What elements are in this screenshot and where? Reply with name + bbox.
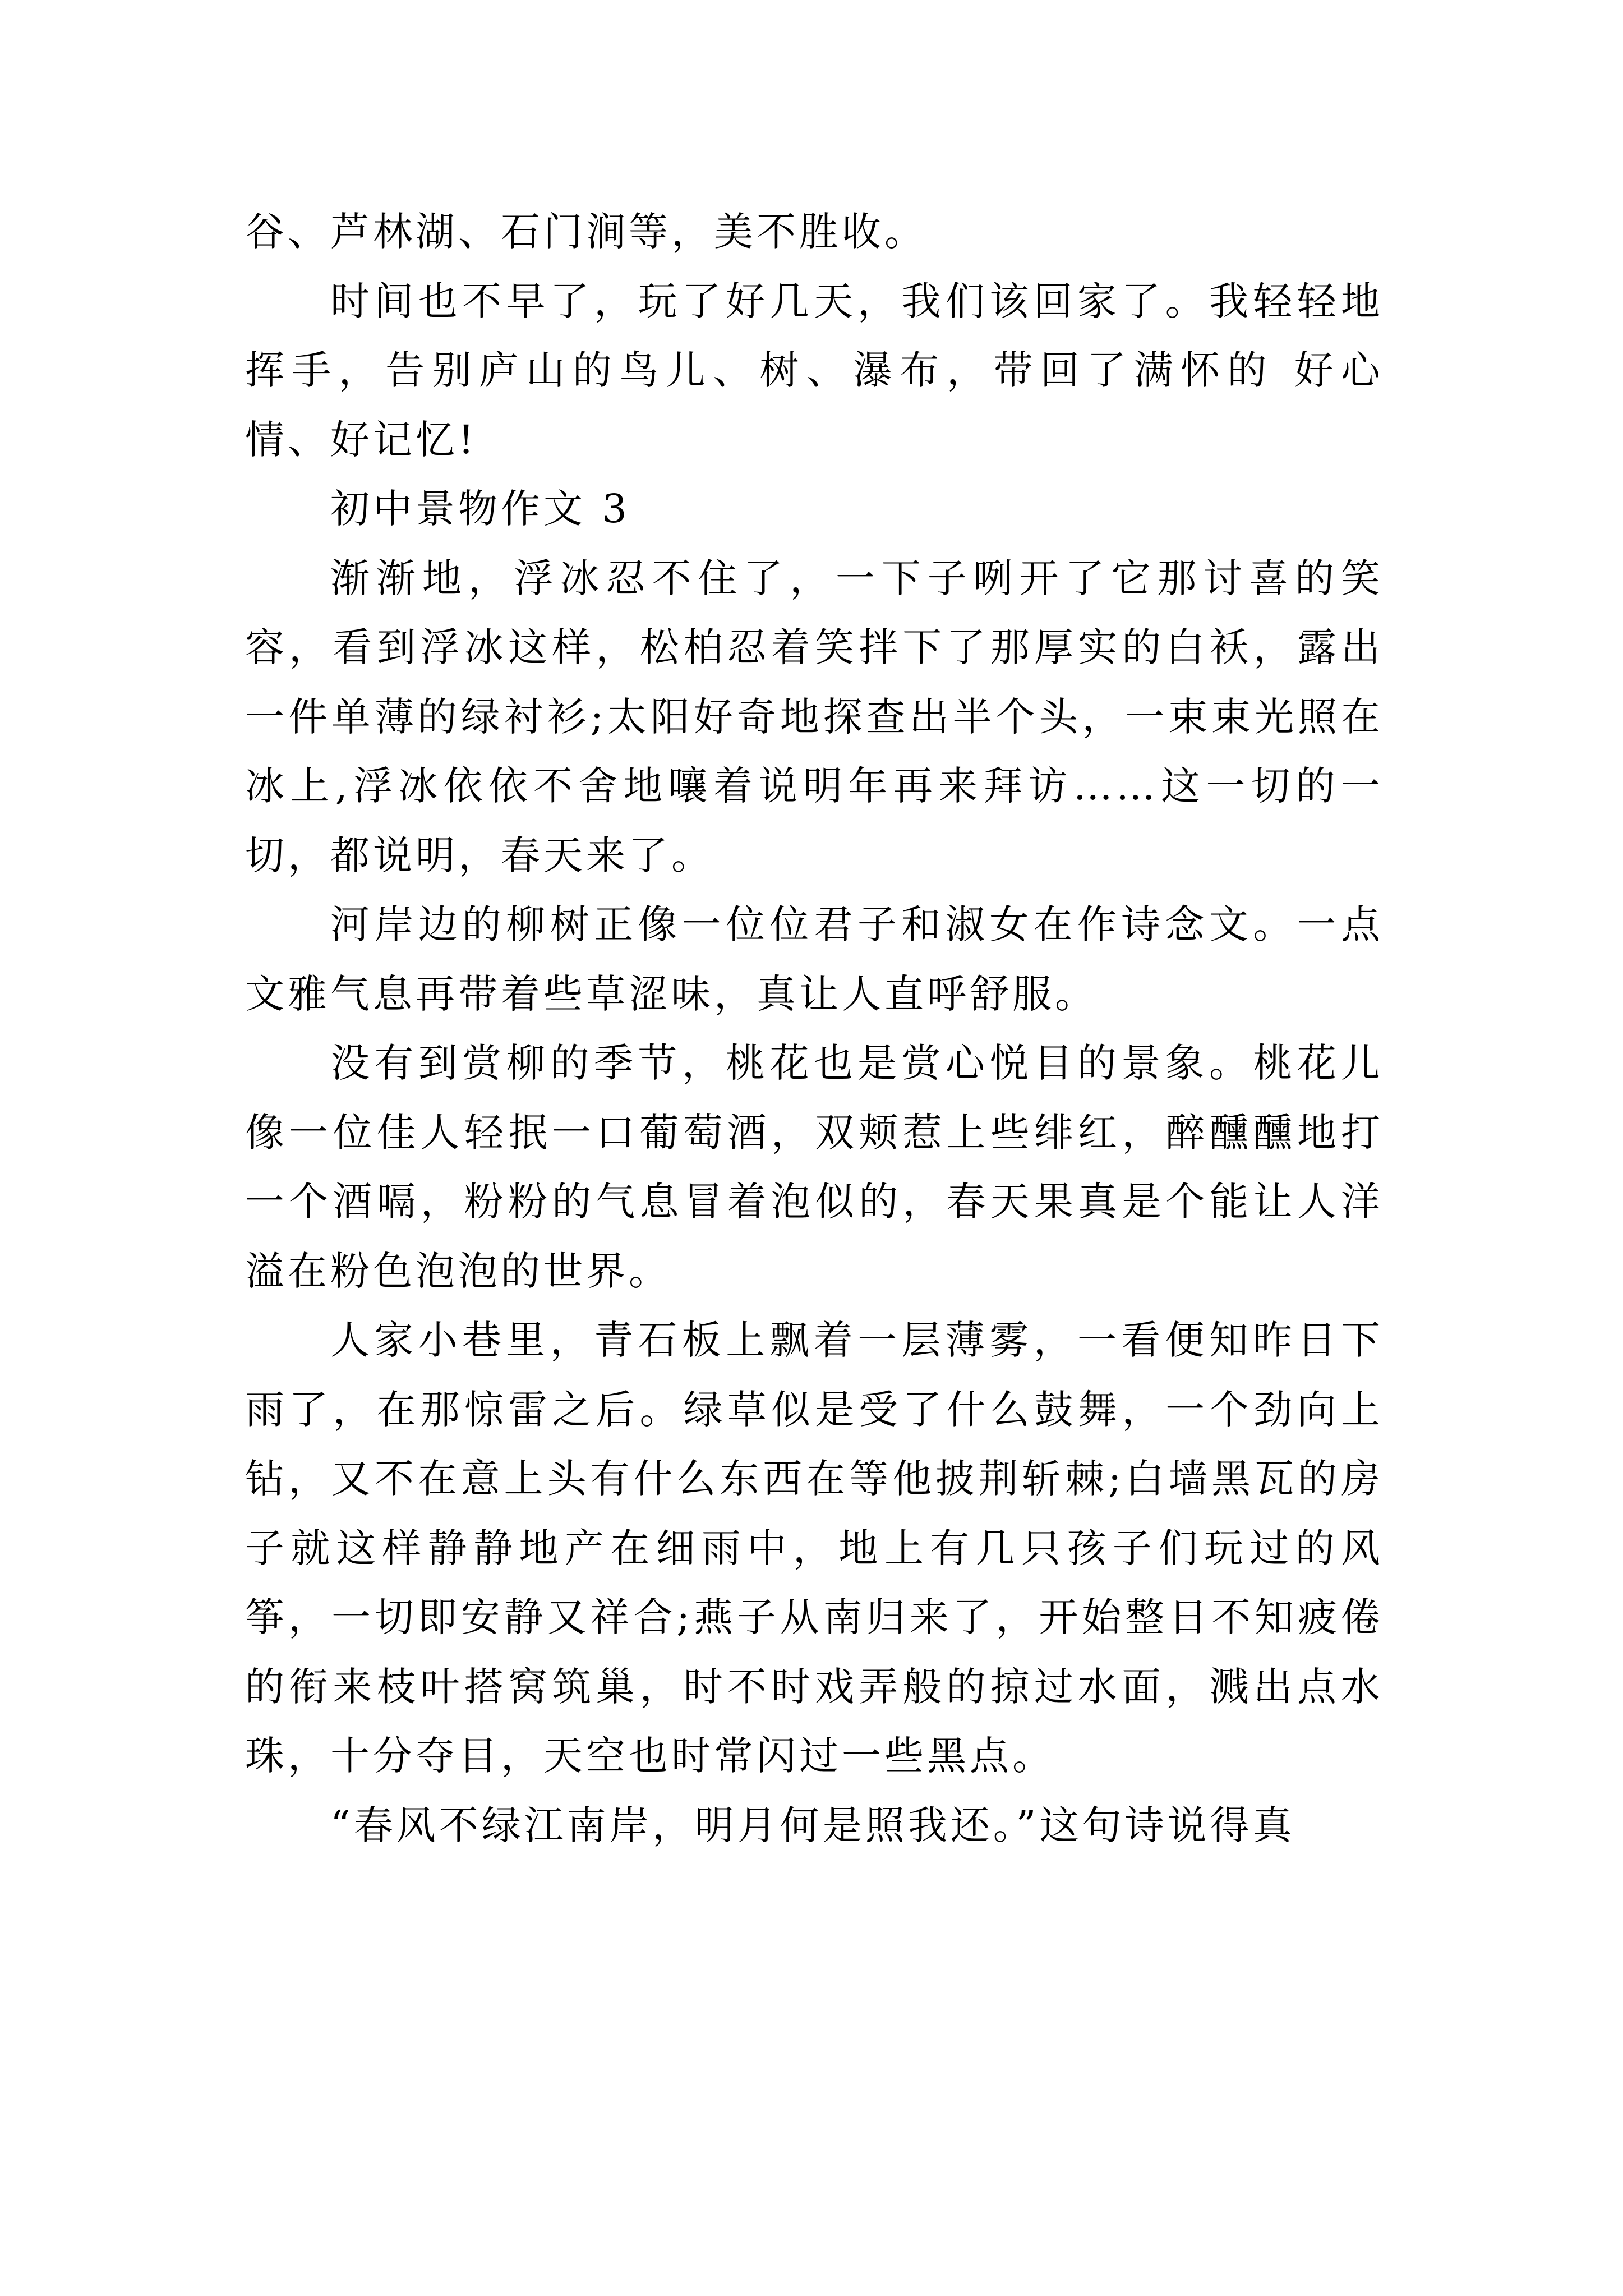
paragraph: 渐渐地，浮冰忍不住了，一下子咧开了它那讨喜的笑容，看到浮冰这样，松柏忍着笑拌下了那厚实的白袄，露出一件单薄的绿衬衫;太阳好奇地探查出半个头，一束束光照在冰上,浮冰依依不舍地嚷着说明年再来拜访……这一切的一切，都说明，春天来了。	[245, 555, 1384, 878]
document-body	[245, 197, 1384, 1860]
paragraph: 河岸边的柳树正像一位位君子和淑女在作诗念文。一点文雅气息再带着些草涩味，真让人直呼舒服。	[245, 901, 1384, 1017]
section-heading: 初中景物作文 3	[330, 486, 630, 532]
paragraph: “春风不绿江南岸，明月何是照我还。”这句诗说得真	[330, 1802, 1295, 1848]
paragraph: 时间也不早了，玩了好几天，我们该回家了。我轻轻地挥手，告别庐山的鸟儿、树、瀑布，带回了满怀的 好心 情、好记忆!	[245, 278, 1384, 463]
paragraph: 人家小巷里，青石板上飘着一层薄雾，一看便知昨日下雨了，在那惊雷之后。绿草似是受了什么鼓舞，一个劲向上钻，又不在意上头有什么东西在等他披荆斩棘;白墙黑瓦的房子就这样静静地产在细雨中，地上有几只孩子们玩过的风筝，一切即安静又祥合;燕子从南归来了，开始整日不知疲倦的衔来枝叶搭窝筑巢，时不时戏弄般的掠过水面，溅出点水珠，十分夺目，天空也时常闪过一些黑点。	[245, 1317, 1384, 1779]
paragraph: 没有到赏柳的季节，桃花也是赏心悦目的景象。桃花儿像一位佳人轻抿一口葡萄酒，双颊惹上些绯红，醉醺醺地打一个酒嗝，粉粉的气息冒着泡似的，春天果真是个能让人洋溢在粉色泡泡的世界。	[245, 1040, 1384, 1294]
paragraph-continuation: 谷、芦林湖、石门涧等，美不胜收。	[245, 209, 927, 255]
